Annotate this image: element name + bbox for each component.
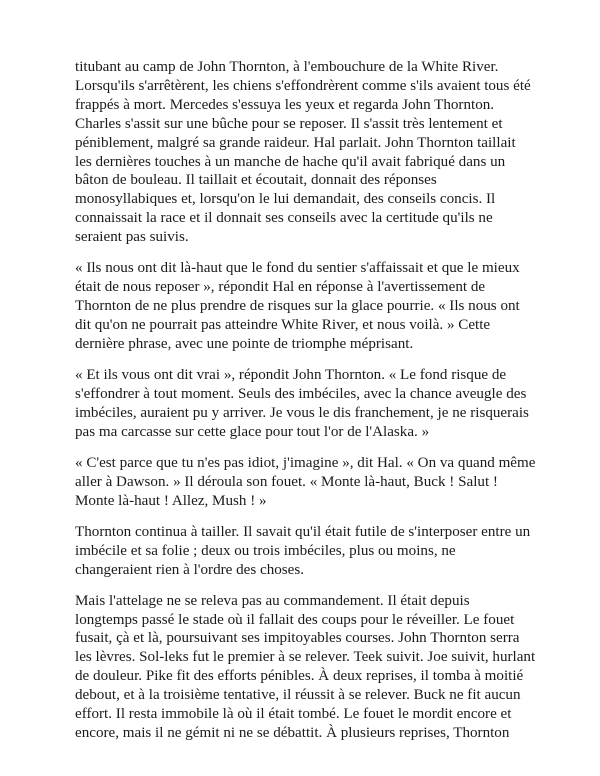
text-line: connaissait la race et il donnait ses conseils avec la certitude qu'ils ne xyxy=(75,210,493,227)
paragraph-4 xyxy=(75,454,535,511)
text-line: péniblement, malgré sa grande raideur. Hal parlait. John Thornton taillait xyxy=(75,134,516,151)
text-line: titubant au camp de John Thornton, à l'embouchure de la White River. xyxy=(75,59,499,75)
text-line: imbécile et sa folie ; deux ou trois imbéciles, plus ou moins, ne xyxy=(75,542,456,559)
text-line: s'effondrer à tout moment. Seuls des imbéciles, avec la chance aveugle des xyxy=(75,385,527,402)
text-line: Mais l'attelage ne se releva pas au commandement. Il était depuis xyxy=(75,592,470,609)
paragraph-2 xyxy=(75,259,535,354)
text-line: dit qu'on ne pourrait pas atteindre White River, et nous voilà. » Cette xyxy=(75,316,491,333)
text-line: de douleur. Pike fit des efforts pénibles. À deux reprises, il tomba à moitié xyxy=(75,668,524,685)
text-line: bâton de bouleau. Il taillait et écoutait, donnait des réponses xyxy=(75,172,437,189)
text-line: Monte là-haut ! Allez, Mush ! » xyxy=(75,492,267,509)
text-line: « Et ils vous ont dit vrai », répondit John Thornton. « Le fond risque de xyxy=(75,366,507,383)
text-line: frappés à mort. Mercedes s'essuya les yeux et regarda John Thornton. xyxy=(75,96,495,113)
text-line: les lèvres. Sol-leks fut le premier à se relever. Teek suivit. Joe suivit, hurlant xyxy=(75,649,536,666)
text-line: fusait, çà et là, poursuivant ses impitoyables courses. John Thornton serra xyxy=(75,630,520,647)
text-line: était de nous reposer », répondit Hal en réponse à l'avertissement de xyxy=(75,279,486,296)
text-line: Charles s'assit sur une bûche pour se reposer. Il s'assit très lentement et xyxy=(75,115,503,132)
text-line: debout, et à la troisième tentative, il réussit à se relever. Buck ne fit aucun xyxy=(75,687,521,704)
text-line: longtemps passé le stade où il fallait des coups pour le réveiller. Le fouet xyxy=(75,611,515,628)
text-line: changeraient rien à l'ordre des choses. xyxy=(75,561,305,578)
text-line: imbéciles, auraient pu y arriver. Je vous le dis franchement, je ne risquerais xyxy=(75,404,529,421)
paragraph-1 xyxy=(75,58,535,247)
paragraph-5 xyxy=(75,523,535,580)
paragraph-3 xyxy=(75,366,535,442)
text-line: dernière phrase, avec une pointe de triomphe méprisant. xyxy=(75,335,414,352)
text-line: les dernières touches à un manche de hache qu'il avait fabriqué dans un xyxy=(75,153,506,170)
text-line: Thornton continua à tailler. Il savait qu'il était futile de s'interposer entre un xyxy=(75,523,531,540)
text-line: effort. Il resta immobile là où il était tombé. Le fouet le mordit encore et xyxy=(75,706,512,723)
text-line: Lorsqu'ils s'arrêtèrent, les chiens s'effondrèrent comme s'ils avaient tous été xyxy=(75,77,531,94)
paragraph-6 xyxy=(75,592,535,743)
text-line: seraient pas suivis. xyxy=(75,229,189,246)
text-line: aller à Dawson. » Il déroula son fouet. « Monte là-haut, Buck ! Salut ! xyxy=(75,473,498,490)
text-line: Thornton de ne plus prendre de risques sur la glace pourrie. « Ils nous ont xyxy=(75,298,520,315)
text-line: encore, mais il ne gémit ni ne se débattit. À plusieurs reprises, Thornton xyxy=(75,724,510,741)
text-line: « C'est parce que tu n'es pas idiot, j'imagine », dit Hal. « On va quand même xyxy=(75,454,536,471)
document-page xyxy=(75,58,535,755)
text-line: « Ils nous ont dit là-haut que le fond du sentier s'affaissait et que le mieux xyxy=(75,260,520,277)
text-line: monosyllabiques et, lorsqu'on le lui demandait, des conseils concis. Il xyxy=(75,191,496,208)
text-line: pas ma carcasse sur cette glace pour tout l'or de l'Alaska. » xyxy=(75,423,430,440)
